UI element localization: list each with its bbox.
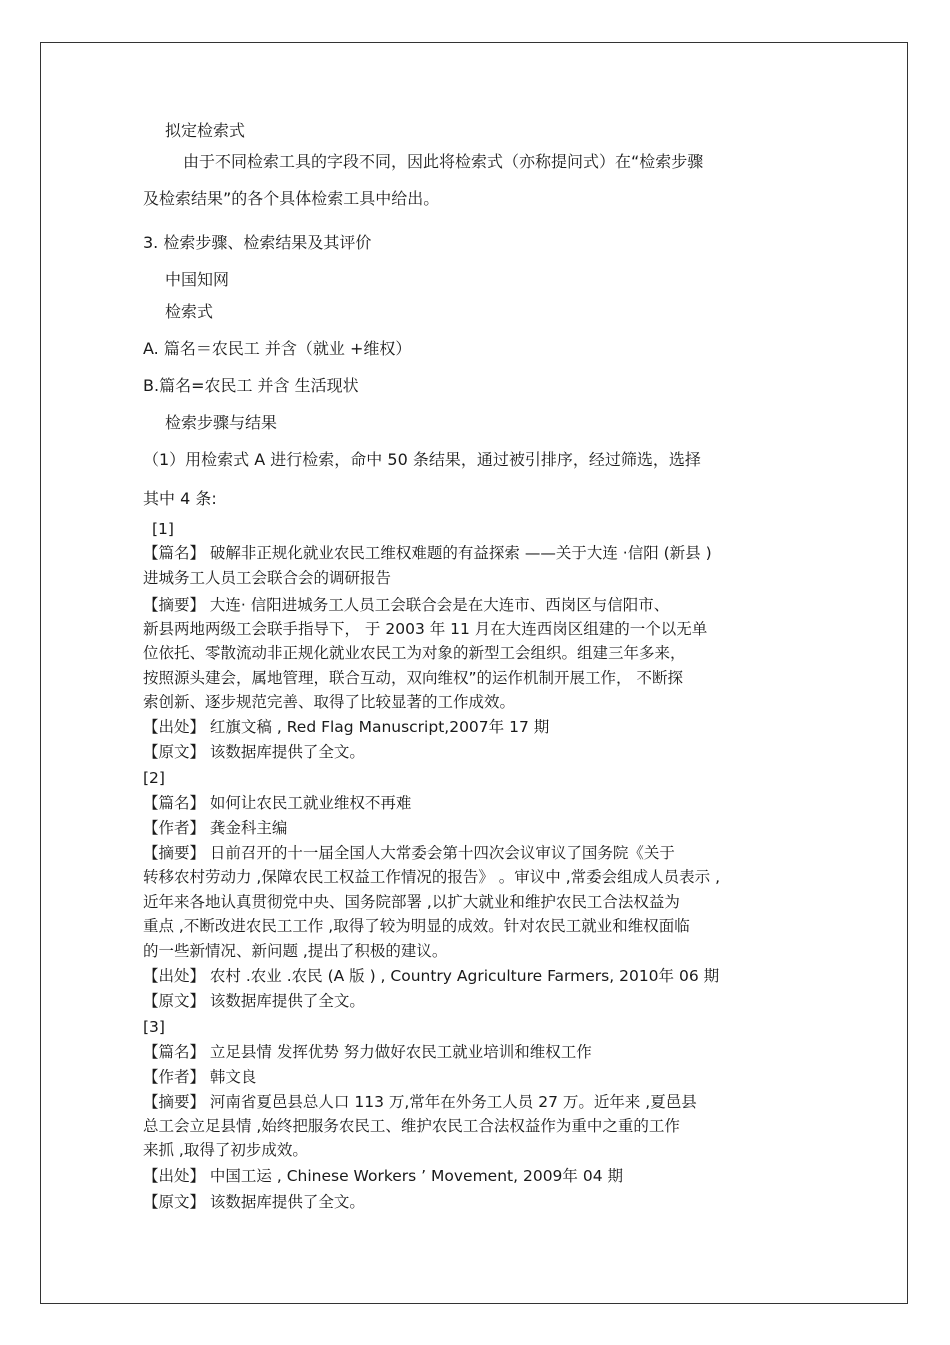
result-abstract-line: 总工会立足县情 ,始终把服务农民工、维护农民工合法权益作为重中之重的工作 [143,1117,680,1135]
result-fulltext: 【原文】 该数据库提供了全文。 [143,743,365,761]
result-fulltext: 【原文】 该数据库提供了全文。 [143,1193,365,1211]
intro-heading: 拟定检索式 [165,121,246,140]
result-abstract-line: 新县两地两级工会联手指导下， 于 2003 年 11 月在大连西岗区组建的一个以无单 [143,620,708,638]
result-source: 【出处】 中国工运 , Chinese Workers ’ Movement, 2009年 04 期 [143,1167,624,1185]
result-source: 【出处】 农村 .农业 .农民 (A 版 ) , Country Agriculture Farmers, 2010年 06 期 [143,967,720,985]
query-a: A. 篇名＝农民工 并含（就业 +维权） [143,339,412,358]
result-index: [1] [152,520,174,538]
result-abstract-line: 重点 ,不断改进农民工工作 ,取得了较为明显的成效。针对农民工就业和维权面临 [143,917,690,935]
result-abstract-line: 索创新、逐步规范完善、取得了比较显著的工作成效。 [143,693,516,711]
result-index: [2] [143,769,165,787]
result-index: [3] [143,1018,165,1036]
result-abstract-line: 按照源头建会，属地管理，联合互动，双向维权”的运作机制开展工作， 不断探 [143,669,683,687]
intro-paragraph-line: 及检索结果”的各个具体检索工具中给出。 [143,189,440,208]
tool-name: 中国知网 [165,270,230,289]
section-title: 3. 检索步骤、检索结果及其评价 [143,233,372,252]
result-title: 【篇名】 如何让农民工就业维权不再难 [143,794,412,812]
intro-paragraph-line: 由于不同检索工具的字段不同，因此将检索式（亦称提问式）在“检索步骤 [183,152,704,171]
result-title: 【篇名】 立足县情 发挥优势 努力做好农民工就业培训和维权工作 [143,1043,592,1061]
result-author: 【作者】 龚金科主编 [143,819,288,837]
result-title: 【篇名】 破解非正规化就业农民工维权难题的有益探索 ——关于大连 ·信阳 (新县 ) [143,544,712,562]
result-source: 【出处】 红旗文稿 , Red Flag Manuscript,2007年 17 期 [143,718,550,736]
result-abstract-line: 【摘要】 河南省夏邑县总人口 113 万,常年在外务工人员 27 万。近年来 ,夏邑县 [143,1093,697,1111]
result-abstract-line: 近年来各地认真贯彻党中央、国务院部署 ,以扩大就业和维护农民工合法权益为 [143,893,680,911]
result-abstract-line: 转移农村劳动力 ,保障农民工权益工作情况的报告》 。审议中 ,常委会组成人员表示 , [143,868,720,886]
result-abstract-line: 位依托、零散流动非正规化就业农民工为对象的新型工会组织。组建三年多来， [143,644,686,662]
result-fulltext: 【原文】 该数据库提供了全文。 [143,992,365,1010]
result-author: 【作者】 韩文良 [143,1068,257,1086]
steps-heading: 检索步骤与结果 [165,413,278,432]
step1-line: 其中 4 条: [143,489,217,508]
result-title: 进城务工人员工会联合会的调研报告 [143,569,392,587]
step1-line: （1）用检索式 A 进行检索，命中 50 条结果，通过被引排序，经过筛选，选择 [143,450,701,469]
result-abstract-line: 来抓 ,取得了初步成效。 [143,1141,308,1159]
result-abstract-line: 的一些新情况、新问题 ,提出了积极的建议。 [143,942,448,960]
query-b: B.篇名=农民工 并含 生活现状 [143,376,359,395]
query-heading: 检索式 [165,302,214,321]
result-abstract-line: 【摘要】 大连· 信阳进城务工人员工会联合会是在大连市、西岗区与信阳市、 [143,596,670,614]
result-abstract-line: 【摘要】 日前召开的十一届全国人大常委会第十四次会议审议了国务院《关于 [143,844,675,862]
